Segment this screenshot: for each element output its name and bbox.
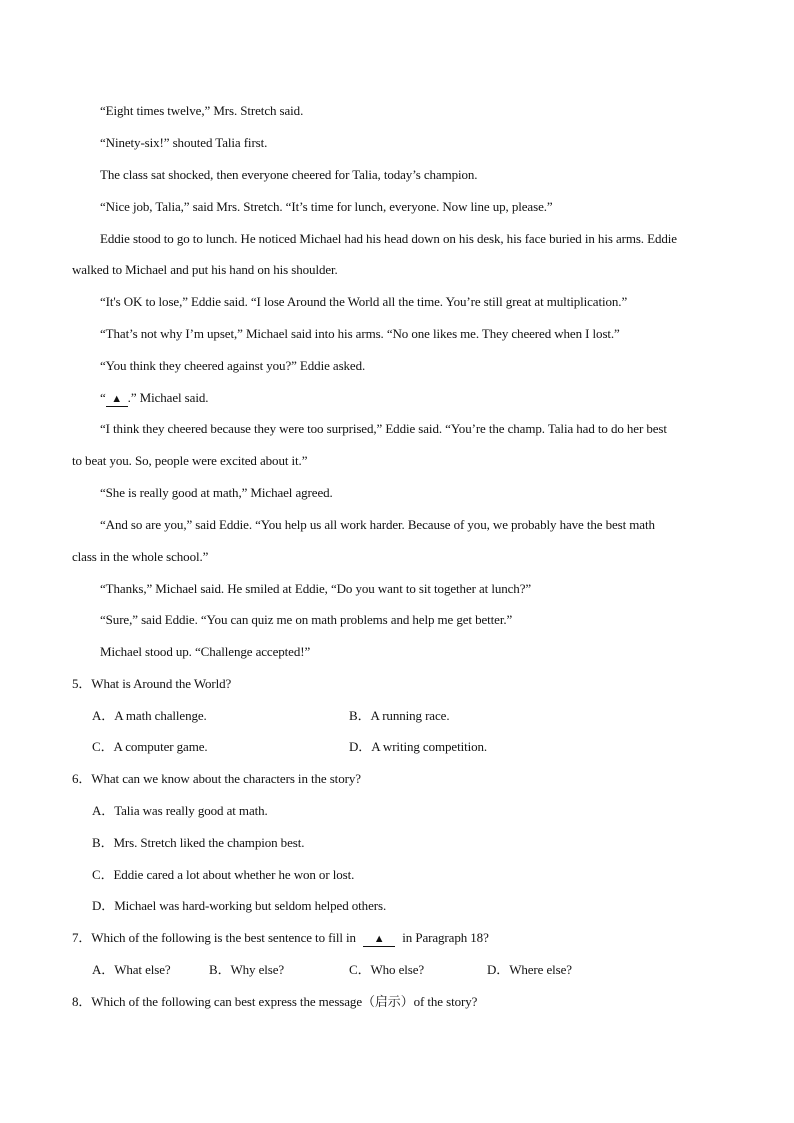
story-paragraph-continued: walked to Michael and put his hand on his shoulder. — [72, 262, 338, 277]
question-6-stem: 6．What can we know about the characters in the story? — [72, 771, 361, 786]
triangle-marker: ▲ — [111, 393, 123, 405]
answer-blank — [106, 391, 128, 407]
story-paragraph: “Nice job, Talia,” said Mrs. Stretch. “It’s time for lunch, everyone. Now line up, please.” — [100, 199, 553, 214]
story-paragraph: The class sat shocked, then everyone cheered for Talia, today’s champion. — [100, 167, 478, 182]
question-7-option-c: C．Who else? — [349, 962, 425, 977]
question-5-option-b: B．A running race. — [349, 708, 450, 723]
paragraph-text: .” Michael said. — [127, 390, 209, 405]
story-paragraph: “It's OK to lose,” Eddie said. “I lose Around the World all the time. You’re still great at multiplication.” — [100, 294, 628, 309]
triangle-marker: ▲ — [373, 933, 385, 945]
story-paragraph: “You think they cheered against you?” Eddie asked. — [100, 358, 366, 373]
story-paragraph: “Thanks,” Michael said. He smiled at Eddie, “Do you want to sit together at lunch?” — [100, 581, 532, 596]
story-paragraph: “That’s not why I’m upset,” Michael said into his arms. “No one likes me. They cheered when I lost.” — [100, 326, 620, 341]
question-7-stem-text: 7．Which of the following is the best sentence to fill in — [72, 930, 356, 945]
question-6-option-a: A．Talia was really good at math. — [92, 803, 268, 818]
question-7-option-a: A．What else? — [92, 962, 171, 977]
story-paragraph: “Ninety-six!” shouted Talia first. — [100, 135, 268, 150]
question-6-option-d: D．Michael was hard-working but seldom helped others. — [92, 898, 387, 913]
answer-blank — [363, 931, 395, 947]
story-paragraph-continued: class in the whole school.” — [72, 549, 209, 564]
story-paragraph: “Eight times twelve,” Mrs. Stretch said. — [100, 103, 304, 118]
story-paragraph: “And so are you,” said Eddie. “You help us all work harder. Because of you, we probably have the best math — [100, 517, 655, 532]
story-paragraph: Eddie stood to go to lunch. He noticed Michael had his head down on his desk, his face buried in his arms. Eddie — [100, 231, 677, 246]
question-7-option-d: D．Where else? — [487, 962, 572, 977]
question-5-stem: 5．What is Around the World? — [72, 676, 232, 691]
story-paragraph-with-blank — [100, 390, 208, 407]
story-paragraph: “Sure,” said Eddie. “You can quiz me on math problems and help me get better.” — [100, 612, 513, 627]
open-quote: “ — [100, 390, 106, 405]
question-7-stem — [72, 930, 489, 947]
question-7-option-b: B．Why else? — [209, 962, 285, 977]
question-7-stem-text: in Paragraph 18? — [402, 930, 489, 945]
story-paragraph: “She is really good at math,” Michael agreed. — [100, 485, 333, 500]
question-5-option-d: D．A writing competition. — [349, 739, 488, 754]
question-6-option-b: B．Mrs. Stretch liked the champion best. — [92, 835, 305, 850]
question-8-stem: 8．Which of the following can best express the message（启示）of the story? — [72, 994, 478, 1009]
question-5-option-c: C．A computer game. — [92, 739, 208, 754]
question-5-option-a: A．A math challenge. — [92, 708, 207, 723]
story-paragraph: Michael stood up. “Challenge accepted!” — [100, 644, 311, 659]
question-6-option-c: C．Eddie cared a lot about whether he won or lost. — [92, 867, 355, 882]
story-paragraph-continued: to beat you. So, people were excited about it.” — [72, 453, 308, 468]
story-paragraph: “I think they cheered because they were too surprised,” Eddie said. “You’re the champ. Talia had to do her best — [100, 421, 667, 436]
